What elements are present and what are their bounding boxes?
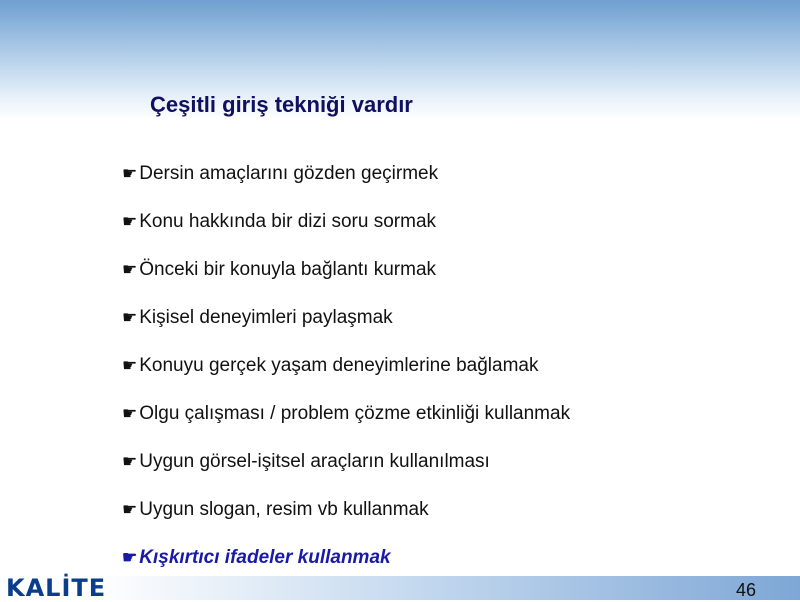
list-item-emphasis xyxy=(122,534,570,582)
pointing-hand-icon: ☛ xyxy=(122,404,138,423)
list-item xyxy=(122,150,570,198)
bullet-text: Önceki bir konuyla bağlantı kurmak xyxy=(139,259,437,280)
page-number: 46 xyxy=(736,580,757,600)
bullet-text: Olgu çalışması / problem çözme etkinliği kullanmak xyxy=(139,403,571,424)
bullet-text: Dersin amaçlarını gözden geçirmek xyxy=(139,163,439,184)
list-item xyxy=(122,198,570,246)
pointing-hand-icon: ☛ xyxy=(122,308,138,327)
bullet-list xyxy=(122,150,570,582)
pointing-hand-icon: ☛ xyxy=(122,500,138,519)
list-item xyxy=(122,390,570,438)
list-item xyxy=(122,294,570,342)
bullet-text: Konuyu gerçek yaşam deneyimlerine bağlamak xyxy=(139,355,539,376)
pointing-hand-icon: ☛ xyxy=(122,452,138,471)
list-item xyxy=(122,342,570,390)
list-item xyxy=(122,438,570,486)
bullet-text: Uygun slogan, resim vb kullanmak xyxy=(139,499,429,520)
pointing-hand-icon: ☛ xyxy=(122,548,138,567)
bullet-text: Kışkırtıcı ifadeler kullanmak xyxy=(139,547,391,568)
pointing-hand-icon: ☛ xyxy=(122,212,138,231)
bullet-text: Konu hakkında bir dizi soru sormak xyxy=(139,211,437,232)
list-item xyxy=(122,246,570,294)
pointing-hand-icon: ☛ xyxy=(122,164,138,183)
list-item xyxy=(122,486,570,534)
slide-title: Çeşitli giriş tekniği vardır xyxy=(150,92,413,117)
kalite-logo: KALİTE xyxy=(6,574,107,602)
bullet-text: Uygun görsel-işitsel araçların kullanılması xyxy=(139,451,490,472)
bullet-text: Kişisel deneyimleri paylaşmak xyxy=(139,307,393,328)
pointing-hand-icon: ☛ xyxy=(122,260,138,279)
pointing-hand-icon: ☛ xyxy=(122,356,138,375)
footer-bar xyxy=(95,576,800,600)
